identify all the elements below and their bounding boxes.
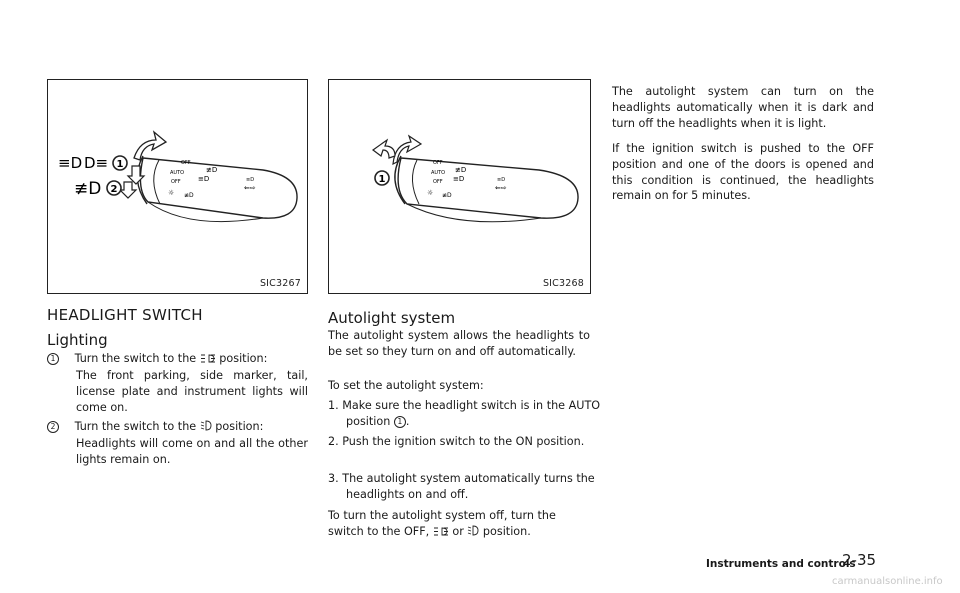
lighting-desc-1: The front parking, side marker, tail, license plate and instrument lights will come on.	[76, 369, 308, 414]
svg-text:≢D: ≢D	[442, 192, 452, 199]
side-light-symbol: ≡D	[58, 154, 83, 172]
watermark: carmanualsonline.info	[832, 576, 943, 587]
marker-1-icon: 1	[47, 353, 59, 365]
headlight-stalk-illustration	[48, 80, 306, 292]
svg-text:☼: ☼	[427, 189, 434, 197]
figure-autolight	[328, 79, 591, 294]
svg-text:≡D: ≡D	[497, 177, 506, 183]
autolight-step-1: 1. Make sure the headlight switch is in the AUTO position 1 .	[328, 399, 601, 428]
autolight-paragraph-2: If the ignition switch is pushed to the OFF position and one of the doors is opened and this condition is continued, the headlights remain on for 5 minutes.	[612, 142, 874, 203]
autolight-lead: To set the autolight system:	[328, 379, 484, 392]
subheading-lighting: Lighting	[47, 331, 108, 349]
callout-1: 1	[378, 174, 386, 185]
marker-2-icon: 2	[47, 421, 59, 433]
svg-text:≢D: ≢D	[184, 192, 194, 199]
autolight-intro: The autolight system allows the headlights to be set so they turn on and off automatically.	[328, 329, 590, 358]
section-heading: HEADLIGHT SWITCH	[47, 306, 203, 324]
lighting-desc-2: Headlights will come on and all the other lights remain on.	[76, 437, 308, 466]
lighting-item-2: 2 Turn the switch to the position:	[47, 419, 309, 436]
autolight-stalk-illustration	[329, 80, 589, 292]
side-light-icon	[433, 525, 449, 541]
figure-headlight-switch	[47, 79, 308, 294]
switch-label-off-top: OFF	[433, 160, 443, 166]
figure-id: SIC3267	[259, 278, 301, 289]
switch-label-auto: AUTO	[170, 170, 185, 176]
callout-2: 2	[110, 184, 118, 195]
switch-label-off-mid: OFF	[171, 179, 181, 185]
svg-text:≢D: ≢D	[206, 166, 218, 174]
svg-text:☼: ☼	[168, 189, 175, 197]
svg-text:≡D: ≡D	[198, 175, 210, 183]
figure-id: SIC3268	[542, 278, 584, 289]
svg-text:≢D: ≢D	[455, 166, 467, 174]
svg-text:≡D: ≡D	[246, 177, 255, 183]
autolight-off-instructions: To turn the autolight system off, turn the switch to the OFF, or position.	[328, 508, 590, 541]
side-light-icon	[200, 352, 216, 368]
callout-1: 1	[116, 159, 124, 170]
svg-text:≡D: ≡D	[453, 175, 465, 183]
svg-text:⇐⇨: ⇐⇨	[495, 184, 507, 192]
autolight-step-3: 3. The autolight system automatically turns the headlights on and off.	[328, 472, 595, 501]
switch-label-off-top: OFF	[181, 160, 191, 166]
autolight-heading: Autolight system	[328, 309, 456, 327]
headlight-icon	[200, 420, 212, 436]
switch-label-off-mid: OFF	[433, 179, 443, 185]
svg-text:D≡: D≡	[84, 154, 109, 172]
svg-text:⇐⇨: ⇐⇨	[244, 184, 256, 192]
marker-1-icon: 1	[394, 416, 406, 428]
autolight-paragraph-1: The autolight system can turn on the headlights automatically when it is dark and turn off the headlights when it is light.	[612, 85, 874, 130]
autolight-step-2: 2. Push the ignition switch to the ON position.	[328, 435, 585, 448]
switch-label-auto: AUTO	[431, 170, 446, 176]
page-number: 2-35	[842, 551, 877, 569]
headlight-symbol: ≢D	[74, 179, 102, 199]
headlight-icon	[467, 525, 479, 541]
footer-section-title: Instruments and controls	[706, 558, 856, 570]
lighting-item-1: 1 Turn the switch to the position:	[47, 351, 309, 368]
